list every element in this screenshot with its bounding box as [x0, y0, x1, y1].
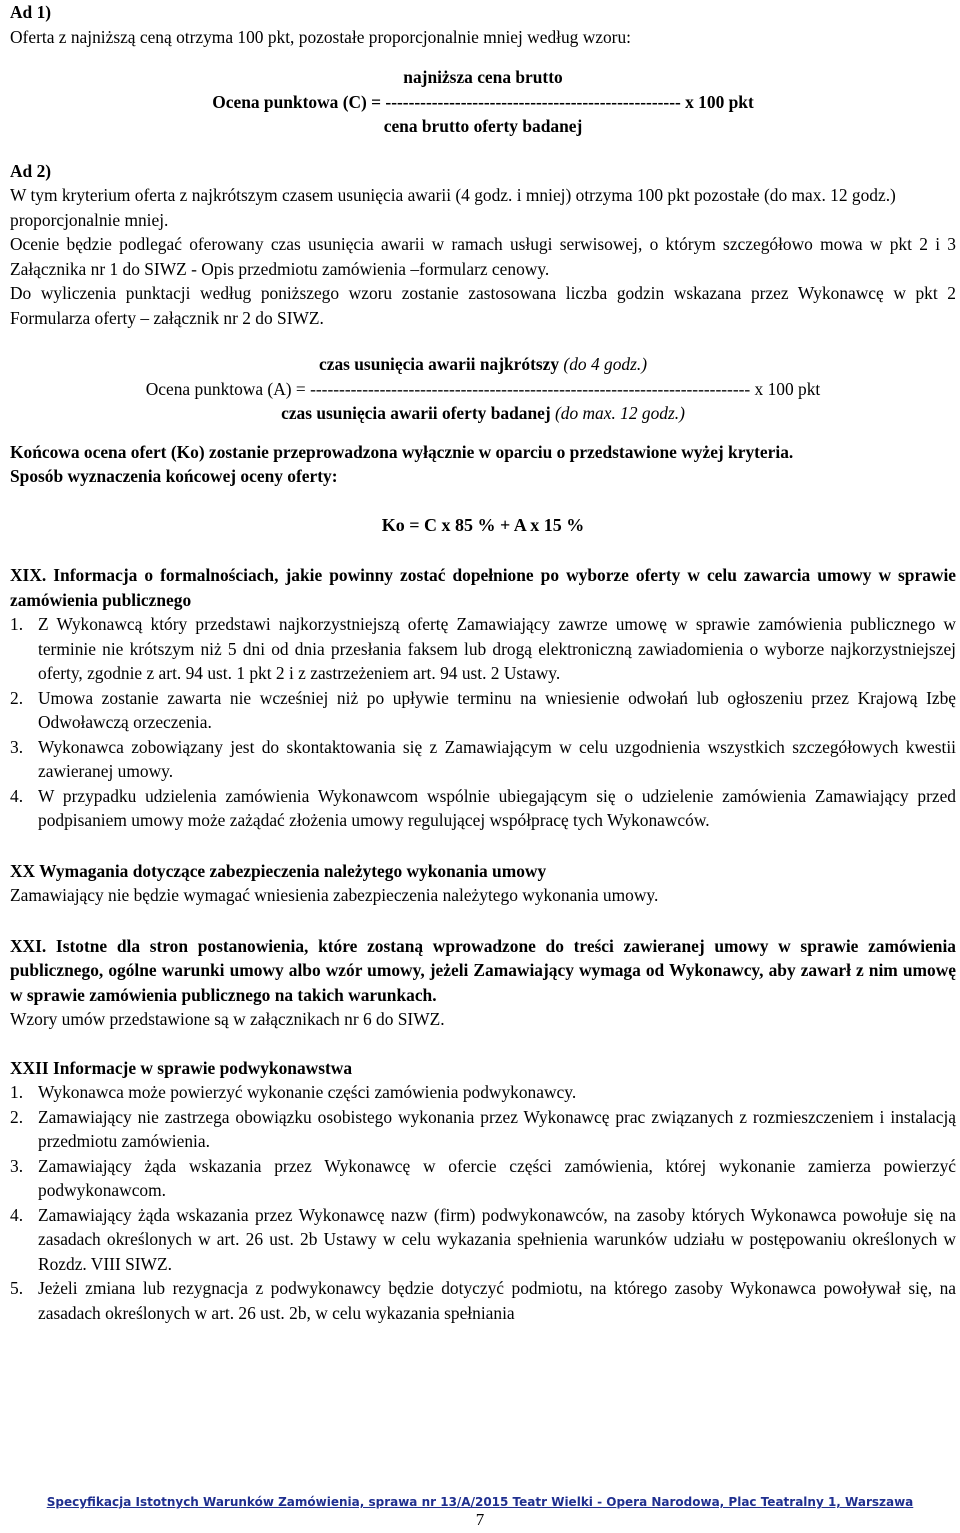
list-item-number: 1.	[10, 1082, 24, 1102]
list-item-text: Zamawiający żąda wskazania przez Wykonawcę nazw (firm) podwykonawców, na zasoby których Wykonawca powołuje się na zasadach określonych w art. 26 ust. 2b Ustawy w celu wykazania spełnienia warunków udziału w postępowaniu określonych w Rozdz. VIII SIWZ.	[38, 1204, 956, 1274]
page-footer: Specyfikacja Istotnych Warunków Zamówienia, sprawa nr 13/A/2015 Teatr Wielki - Opera Narodowa, Plac Teatralny 1, Warszawa	[46, 1495, 914, 1509]
section-xxi-heading: XXI. Istotne dla stron postanowienia, które zostaną wprowadzone do treści zawieranej umowy w sprawie zamówienia publicznego, ogólne warunki umowy albo wzór umowy, jeżeli Zamawiający wymaga od Wykonawcy, aby zawarł z nim umowę w sprawie zamówienia publicznego na takich warunkach.	[10, 935, 956, 1005]
final-formula: Ko = C x 85 % + A x 15 %	[381, 514, 585, 535]
list-item-number: 3.	[10, 736, 24, 757]
formula-a-numerator	[10, 352, 956, 377]
section-xxii-list	[10, 1080, 956, 1325]
formula-c-numerator: najniższa cena brutto	[403, 67, 563, 87]
final-evaluation-text: Końcowa ocena ofert (Ko) zostanie przeprowadzona wyłącznie w oparciu o przedstawione wyżej kryteria.	[10, 441, 794, 462]
section-xxi-text: Wzory umów przedstawione są w załącznikach nr 6 do SIWZ.	[10, 1009, 445, 1029]
section-xx-heading: XX Wymagania dotyczące zabezpieczenia należytego wykonania umowy	[10, 860, 547, 881]
list-item-number: 4.	[10, 1204, 24, 1225]
list-item	[10, 1203, 956, 1277]
formula-c	[10, 65, 956, 139]
list-item	[10, 612, 956, 686]
list-item	[10, 735, 956, 784]
formula-c-denominator: cena brutto oferty badanej	[383, 116, 583, 136]
ad2-text1: W tym kryterium oferta z najkrótszym czasem usunięcia awarii (4 godz. i mniej) otrzyma 100 pkt pozostałe (do max. 12 godz.) proporcjonalnie mniej.	[10, 185, 896, 230]
ad1-text: Oferta z najniższą ceną otrzyma 100 pkt, pozostałe proporcjonalnie mniej według wzoru:	[10, 26, 632, 47]
list-item-number: 2.	[10, 1106, 24, 1127]
section-xix-heading: XIX. Informacja o formalnościach, jakie powinny zostać dopełnione po wyborze oferty w celu zawarcia umowy w sprawie zamówienia publicznego	[10, 565, 956, 610]
list-item-number: 1.	[10, 614, 24, 634]
formula-a-denominator-text: czas usunięcia awarii oferty badanej	[281, 403, 551, 423]
formula-a-main: Ocena punktowa (A) = ---------------------------------------------------------------------------- x 100 pkt	[145, 378, 821, 399]
list-item	[10, 1276, 956, 1325]
list-item	[10, 686, 956, 735]
formula-a-denominator	[10, 401, 956, 426]
list-item	[10, 1105, 956, 1154]
formula-a-denominator-note: (do max. 12 godz.)	[550, 403, 685, 423]
list-item-text: Wykonawca zobowiązany jest do skontaktowania się z Zamawiającym w celu uzgodnienia wszystkich szczegółowych kwestii zawieranej umowy.	[38, 736, 956, 781]
ad2-text2: Ocenie będzie podlegać oferowany czas usunięcia awarii w ramach usługi serwisowej, o którym szczegółowo mowa w pkt 2 i 3 Załącznika nr 1 do SIWZ - Opis przedmiotu zamówienia –formularz cenowy.	[10, 234, 956, 279]
ad1-heading: Ad 1)	[10, 2, 52, 22]
formula-a	[10, 352, 956, 426]
list-item	[10, 1154, 956, 1203]
formula-a-numerator-note: (do 4 godz.)	[559, 354, 647, 374]
list-item-text: Umowa zostanie zawarta nie wcześniej niż po upływie terminu na wniesienie odwołań lub ogłoszeniu przez Krajową Izbę Odwoławczą orzeczenia.	[38, 687, 956, 732]
list-item-text: W przypadku udzielenia zamówienia Wykonawcom wspólnie ubiegającym się o udzielenie zamówienia Zamawiający przed podpisaniem umowy może zażądać złożenia umowy regulującej współpracę tych Wykonawców.	[38, 785, 956, 830]
list-item-number: 2.	[10, 687, 24, 708]
list-item-text: Zamawiający nie zastrzega obowiązku osobistego wykonania przez Wykonawcę prac związanych z rozmieszczeniem i instalacją przedmiotu zamówienia.	[38, 1106, 956, 1151]
list-item-text: Zamawiający żąda wskazania przez Wykonawcę w ofercie części zamówienia, której wykonanie zamierza powierzyć podwykonawcom.	[38, 1155, 956, 1200]
ad2-heading: Ad 2)	[10, 160, 52, 181]
section-xix-list	[10, 612, 956, 833]
list-item-number: 5.	[10, 1278, 24, 1298]
list-item	[10, 1080, 956, 1105]
final-method-label: Sposób wyznaczenia końcowej oceny oferty:	[10, 466, 338, 486]
formula-a-numerator-text: czas usunięcia awarii najkrótszy	[319, 354, 560, 374]
list-item	[10, 784, 956, 833]
list-item-number: 3.	[10, 1155, 24, 1176]
formula-c-main: Ocena punktowa (C) = --------------------------------------------------- x 100 pkt	[212, 91, 754, 112]
list-item-number: 4.	[10, 785, 24, 806]
ad2-text3: Do wyliczenia punktacji według poniższego wzoru zostanie zastosowana liczba godzin wskazana przez Wykonawcę w pkt 2 Formularza oferty – załącznik nr 2 do SIWZ.	[10, 283, 956, 328]
list-item-text: Jeżeli zmiana lub rezygnacja z podwykonawcy będzie dotyczyć podmiotu, na którego zasoby Wykonawca powoływał się, na zasadach określonych w art. 26 ust. 2b, w celu wykazania spełniania	[38, 1278, 956, 1323]
list-item-text: Wykonawca może powierzyć wykonanie części zamówienia podwykonawcy.	[38, 1082, 577, 1102]
document-page	[10, 0, 956, 1325]
list-item-text: Z Wykonawcą który przedstawi najkorzystniejszą ofertę Zamawiający zawrze umowę w sprawie zamówienia publicznego w terminie nie krótszym niż 5 dni od dnia przesłania faksem lub drogą elektroniczną zawiadomienia o wyborze najkorzystniejszej oferty, zgodnie z art. 94 ust. 1 pkt 2 i z zastrzeżeniem art. 94 ust. 2 Ustawy.	[38, 614, 956, 683]
section-xxii-heading: XXII Informacje w sprawie podwykonawstwa	[10, 1057, 353, 1078]
page-number: 7	[475, 1510, 485, 1529]
section-xx-text: Zamawiający nie będzie wymagać wniesienia zabezpieczenia należytego wykonania umowy.	[10, 885, 659, 905]
